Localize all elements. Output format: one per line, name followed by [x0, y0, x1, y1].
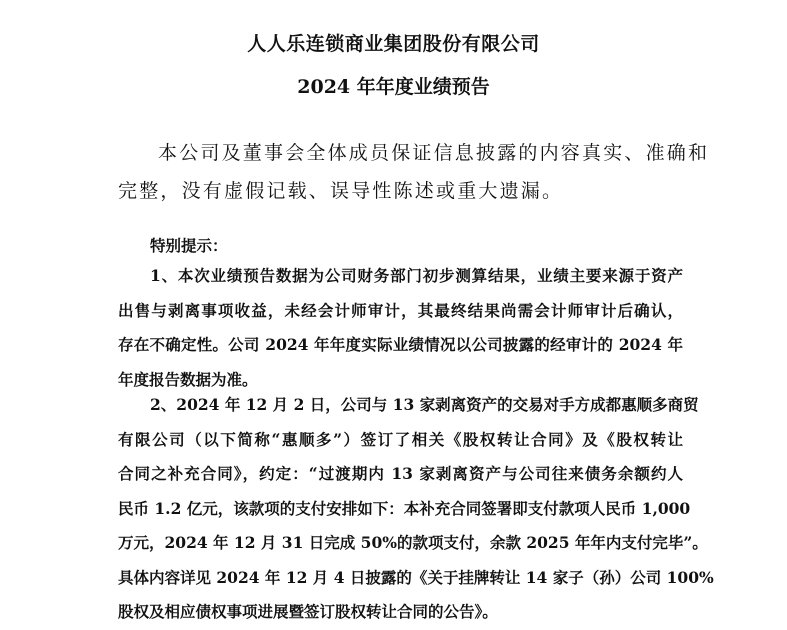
board-declaration: [118, 134, 710, 210]
notice-line: 2、2024 年 12 月 2 日，公司与 13 家剥离资产的交易对手方成都惠顺多商贸: [150, 395, 699, 414]
declaration-line: 本公司及董事会全体成员保证信息披露的内容真实、准确和: [158, 142, 710, 164]
notice-line: 年度报告数据为准。: [118, 369, 258, 389]
notice-line: 民币 1.2 亿元，该款项的支付安排如下：本补充合同签署即支付款项人民币 1,000: [118, 498, 691, 518]
notice-line: 合同之补充合同》，约定：“过渡期内 13 家剥离资产与公司往来债务余额约人: [118, 464, 683, 483]
company-name: 人人乐连锁商业集团股份有限公司: [247, 33, 540, 55]
notice-line: 万元，2024 年 12 月 31 日完成 50%的款项支付，余款 2025 年年内支付完毕”。: [118, 533, 708, 552]
notice-line: 有限公司（以下简称“惠顺多”）签订了相关《股权转让合同》及《股权转让: [118, 429, 683, 449]
document-title: 2024 年年度业绩预告: [297, 76, 490, 98]
notice-line: 存在不确定性。公司 2024 年年度实际业绩情况以公司披露的经审计的 2024 年: [118, 335, 683, 354]
notice-item-1: [118, 259, 683, 397]
notice-line: 出售与剥离事项收益，未经会计师审计，其最终结果尚需会计师审计后确认，: [118, 300, 683, 320]
notice-line: 1、本次业绩预告数据为公司财务部门初步测算结果，业绩主要来源于资产: [150, 266, 683, 285]
notice-item-2: [118, 388, 714, 630]
notice-line: 股权及相应债权事项进展暨签订股权转让合同的公告》。: [118, 602, 498, 621]
notice-line: 具体内容详见 2024 年 12 月 4 日披露的《关于挂牌转让 14 家子（孙）公司 100%: [118, 567, 714, 587]
declaration-line: 完整，没有虚假记载、误导性陈述或重大遗漏。: [118, 180, 564, 202]
special-notice-heading: 特别提示：: [150, 236, 228, 255]
